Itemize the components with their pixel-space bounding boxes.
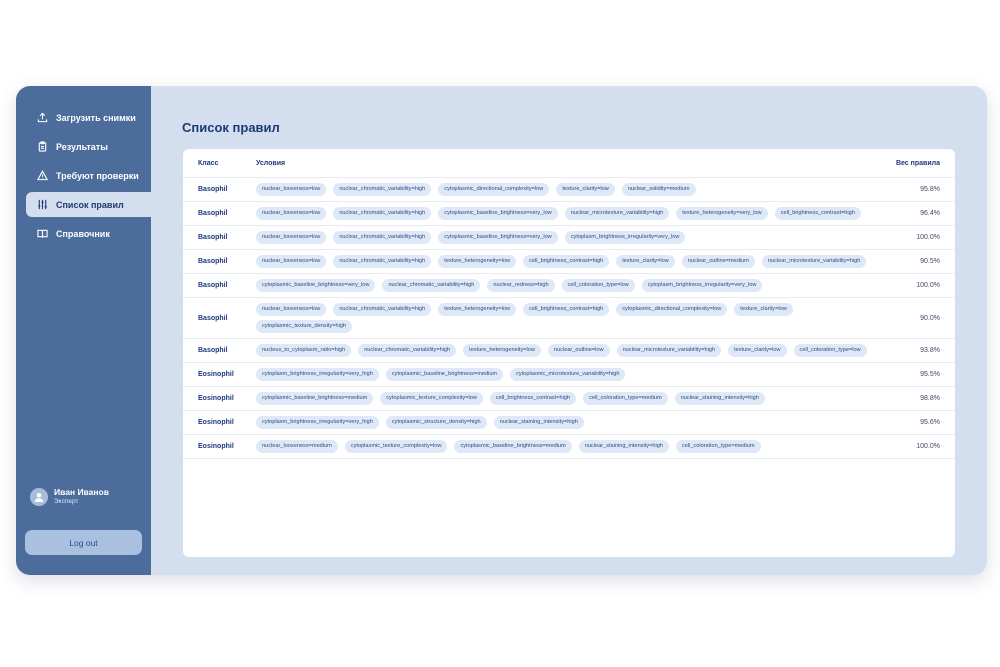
table-row[interactable]	[183, 178, 955, 202]
page-title: Список правил	[182, 120, 280, 135]
table-row[interactable]	[183, 250, 955, 274]
row-weight: 90.5%	[920, 258, 940, 265]
row-weight: 96.4%	[920, 210, 940, 217]
condition-tag: texture_clarity=low	[556, 183, 614, 196]
row-conditions	[256, 298, 880, 338]
row-class: Basophil	[198, 234, 228, 241]
condition-tag: texture_clarity=low	[734, 303, 792, 316]
condition-tag: nuclear_microtexture_variability=high	[565, 207, 670, 220]
header-class: Класс	[198, 159, 219, 167]
row-class: Eosinophil	[198, 371, 234, 378]
condition-tag: nuclear_looseness=low	[256, 231, 326, 244]
sidebar-item-label: Список правил	[56, 199, 124, 210]
table-row[interactable]	[183, 363, 955, 387]
condition-tag: cell_coloration_type=medium	[583, 392, 668, 405]
sidebar-item-label: Результаты	[56, 141, 108, 152]
condition-tag: nuclear_outline=low	[548, 344, 610, 357]
table-row[interactable]	[183, 202, 955, 226]
condition-tag: nuclear_chromatic_variability=high	[382, 279, 480, 292]
app-window	[16, 86, 987, 575]
condition-tag: nuclear_chromatic_variability=high	[333, 183, 431, 196]
sidebar-item-label: Требуют проверки	[56, 170, 139, 181]
row-class: Basophil	[198, 347, 228, 354]
condition-tag: nuclear_chromatic_variability=high	[333, 207, 431, 220]
condition-tag: nuclear_staining_intensity=high	[494, 416, 584, 429]
user-name: Иван Иванов	[54, 487, 109, 497]
row-weight: 98.8%	[920, 395, 940, 402]
condition-tag: nuclear_looseness=low	[256, 255, 326, 268]
user-icon	[33, 491, 45, 503]
condition-tag: texture_heterogeneity=very_low	[676, 207, 767, 220]
condition-tag: nuclear_microtexture_variability=high	[762, 255, 867, 268]
row-class: Basophil	[198, 210, 228, 217]
row-conditions	[256, 274, 880, 297]
condition-tag: cytoplasmic_baseline_brightness=medium	[386, 368, 503, 381]
table-row[interactable]	[183, 435, 955, 459]
condition-tag: cytoplasmic_directional_complexity=low	[438, 183, 549, 196]
condition-tag: nuclear_chromatic_variability=high	[333, 231, 431, 244]
row-class: Eosinophil	[198, 419, 234, 426]
row-conditions	[256, 202, 880, 225]
header-weight: Вес правила	[895, 159, 940, 167]
row-class: Eosinophil	[198, 443, 234, 450]
condition-tag: nuclear_chromatic_variability=high	[333, 303, 431, 316]
condition-tag: nuclear_staining_intensity=high	[675, 392, 765, 405]
row-conditions	[256, 226, 880, 249]
table-row[interactable]	[183, 411, 955, 435]
condition-tag: cytoplasm_brightness_irregularity=very_low	[565, 231, 686, 244]
condition-tag: nuclear_solidity=medium	[622, 183, 696, 196]
condition-tag: cytoplasmic_baseline_brightness=very_low	[256, 279, 375, 292]
condition-tag: nuclear_looseness=low	[256, 183, 326, 196]
condition-tag: cytoplasmic_baseline_brightness=very_low	[438, 231, 557, 244]
logout-button[interactable]: Log out	[25, 530, 142, 555]
row-class: Basophil	[198, 258, 228, 265]
row-class: Basophil	[198, 282, 228, 289]
book-icon	[36, 228, 48, 240]
condition-tag: cytoplasmic_texture_complexity=low	[345, 440, 448, 453]
row-weight: 95.6%	[920, 419, 940, 426]
condition-tag: cell_brightness_contrast=high	[490, 392, 576, 405]
condition-tag: texture_clarity=low	[616, 255, 674, 268]
condition-tag: cytoplasmic_directional_complexity=low	[616, 303, 727, 316]
sidebar-item-reference[interactable]	[26, 221, 151, 246]
upload-icon	[36, 112, 48, 124]
condition-tag: cell_coloration_type=low	[794, 344, 867, 357]
condition-tag: texture_clarity=low	[728, 344, 786, 357]
condition-tag: cytoplasmic_microtexture_variability=high	[510, 368, 625, 381]
condition-tag: cytoplasmic_structure_density=high	[386, 416, 487, 429]
row-conditions	[256, 250, 880, 273]
condition-tag: cytoplasm_brightness_irregularity=very_high	[256, 368, 379, 381]
row-weight: 95.8%	[920, 186, 940, 193]
sidebar-item-rules[interactable]	[26, 192, 151, 217]
sliders-icon	[36, 199, 48, 211]
row-conditions	[256, 178, 880, 201]
condition-tag: cell_brightness_contrast=high	[775, 207, 861, 220]
condition-tag: cytoplasmic_baseline_brightness=medium	[256, 392, 373, 405]
condition-tag: cell_coloration_type=medium	[676, 440, 761, 453]
sidebar-item-results[interactable]	[26, 134, 151, 159]
table-row[interactable]	[183, 274, 955, 298]
row-class: Basophil	[198, 314, 228, 322]
row-conditions	[256, 363, 880, 386]
header-conditions: Условия	[256, 159, 286, 167]
condition-tag: nuclear_chromatic_variability=high	[358, 344, 456, 357]
condition-tag: cell_brightness_contrast=high	[523, 303, 609, 316]
condition-tag: nuclear_looseness=low	[256, 207, 326, 220]
condition-tag: cytoplasmic_texture_density=high	[256, 320, 352, 333]
condition-tag: nuclear_redness=high	[487, 279, 554, 292]
row-conditions	[256, 387, 880, 410]
sidebar	[16, 86, 151, 575]
condition-tag: texture_heterogeneity=low	[438, 303, 516, 316]
rules-table	[183, 149, 955, 557]
sidebar-item-label: Загрузить снимки	[56, 112, 136, 123]
row-weight: 90.0%	[920, 314, 940, 322]
row-conditions	[256, 435, 880, 458]
table-body	[183, 178, 955, 459]
avatar	[30, 488, 48, 506]
condition-tag: cytoplasm_brightness_irregularity=very_low	[642, 279, 763, 292]
row-weight: 95.5%	[920, 371, 940, 378]
row-class: Eosinophil	[198, 395, 234, 402]
table-row[interactable]	[183, 226, 955, 250]
condition-tag: nuclear_microtexture_variability=high	[617, 344, 722, 357]
condition-tag: texture_heterogeneity=low	[438, 255, 516, 268]
row-weight: 100.0%	[916, 443, 940, 450]
warning-icon	[36, 170, 48, 182]
condition-tag: cytoplasmic_texture_complexity=low	[380, 392, 483, 405]
condition-tag: cytoplasmic_baseline_brightness=very_low	[438, 207, 557, 220]
condition-tag: nuclear_outline=medium	[682, 255, 755, 268]
table-row[interactable]	[183, 298, 955, 339]
condition-tag: nuclear_chromatic_variability=high	[333, 255, 431, 268]
row-conditions	[256, 339, 880, 362]
sidebar-nav	[26, 105, 151, 250]
condition-tag: cell_brightness_contrast=high	[523, 255, 609, 268]
row-weight: 100.0%	[916, 282, 940, 289]
condition-tag: texture_heterogeneity=low	[463, 344, 541, 357]
table-row[interactable]	[183, 339, 955, 363]
condition-tag: nuclear_looseness=low	[256, 303, 326, 316]
condition-tag: cytoplasmic_baseline_brightness=medium	[454, 440, 571, 453]
user-role: Эксперт	[54, 498, 79, 505]
table-header	[183, 149, 955, 178]
sidebar-item-needs-review[interactable]	[26, 163, 151, 188]
table-row[interactable]	[183, 387, 955, 411]
condition-tag: nucleus_to_cytoplasm_ratio=high	[256, 344, 351, 357]
condition-tag: cytoplasm_brightness_irregularity=very_high	[256, 416, 379, 429]
row-class: Basophil	[198, 186, 228, 193]
row-conditions	[256, 411, 880, 434]
row-weight: 100.0%	[916, 234, 940, 241]
condition-tag: nuclear_looseness=medium	[256, 440, 338, 453]
sidebar-item-label: Справочник	[56, 228, 110, 239]
row-weight: 93.8%	[920, 347, 940, 354]
user-profile	[30, 487, 109, 506]
sidebar-item-upload[interactable]	[26, 105, 151, 130]
clipboard-icon	[36, 141, 48, 153]
condition-tag: nuclear_staining_intensity=high	[579, 440, 669, 453]
condition-tag: cell_coloration_type=low	[562, 279, 635, 292]
